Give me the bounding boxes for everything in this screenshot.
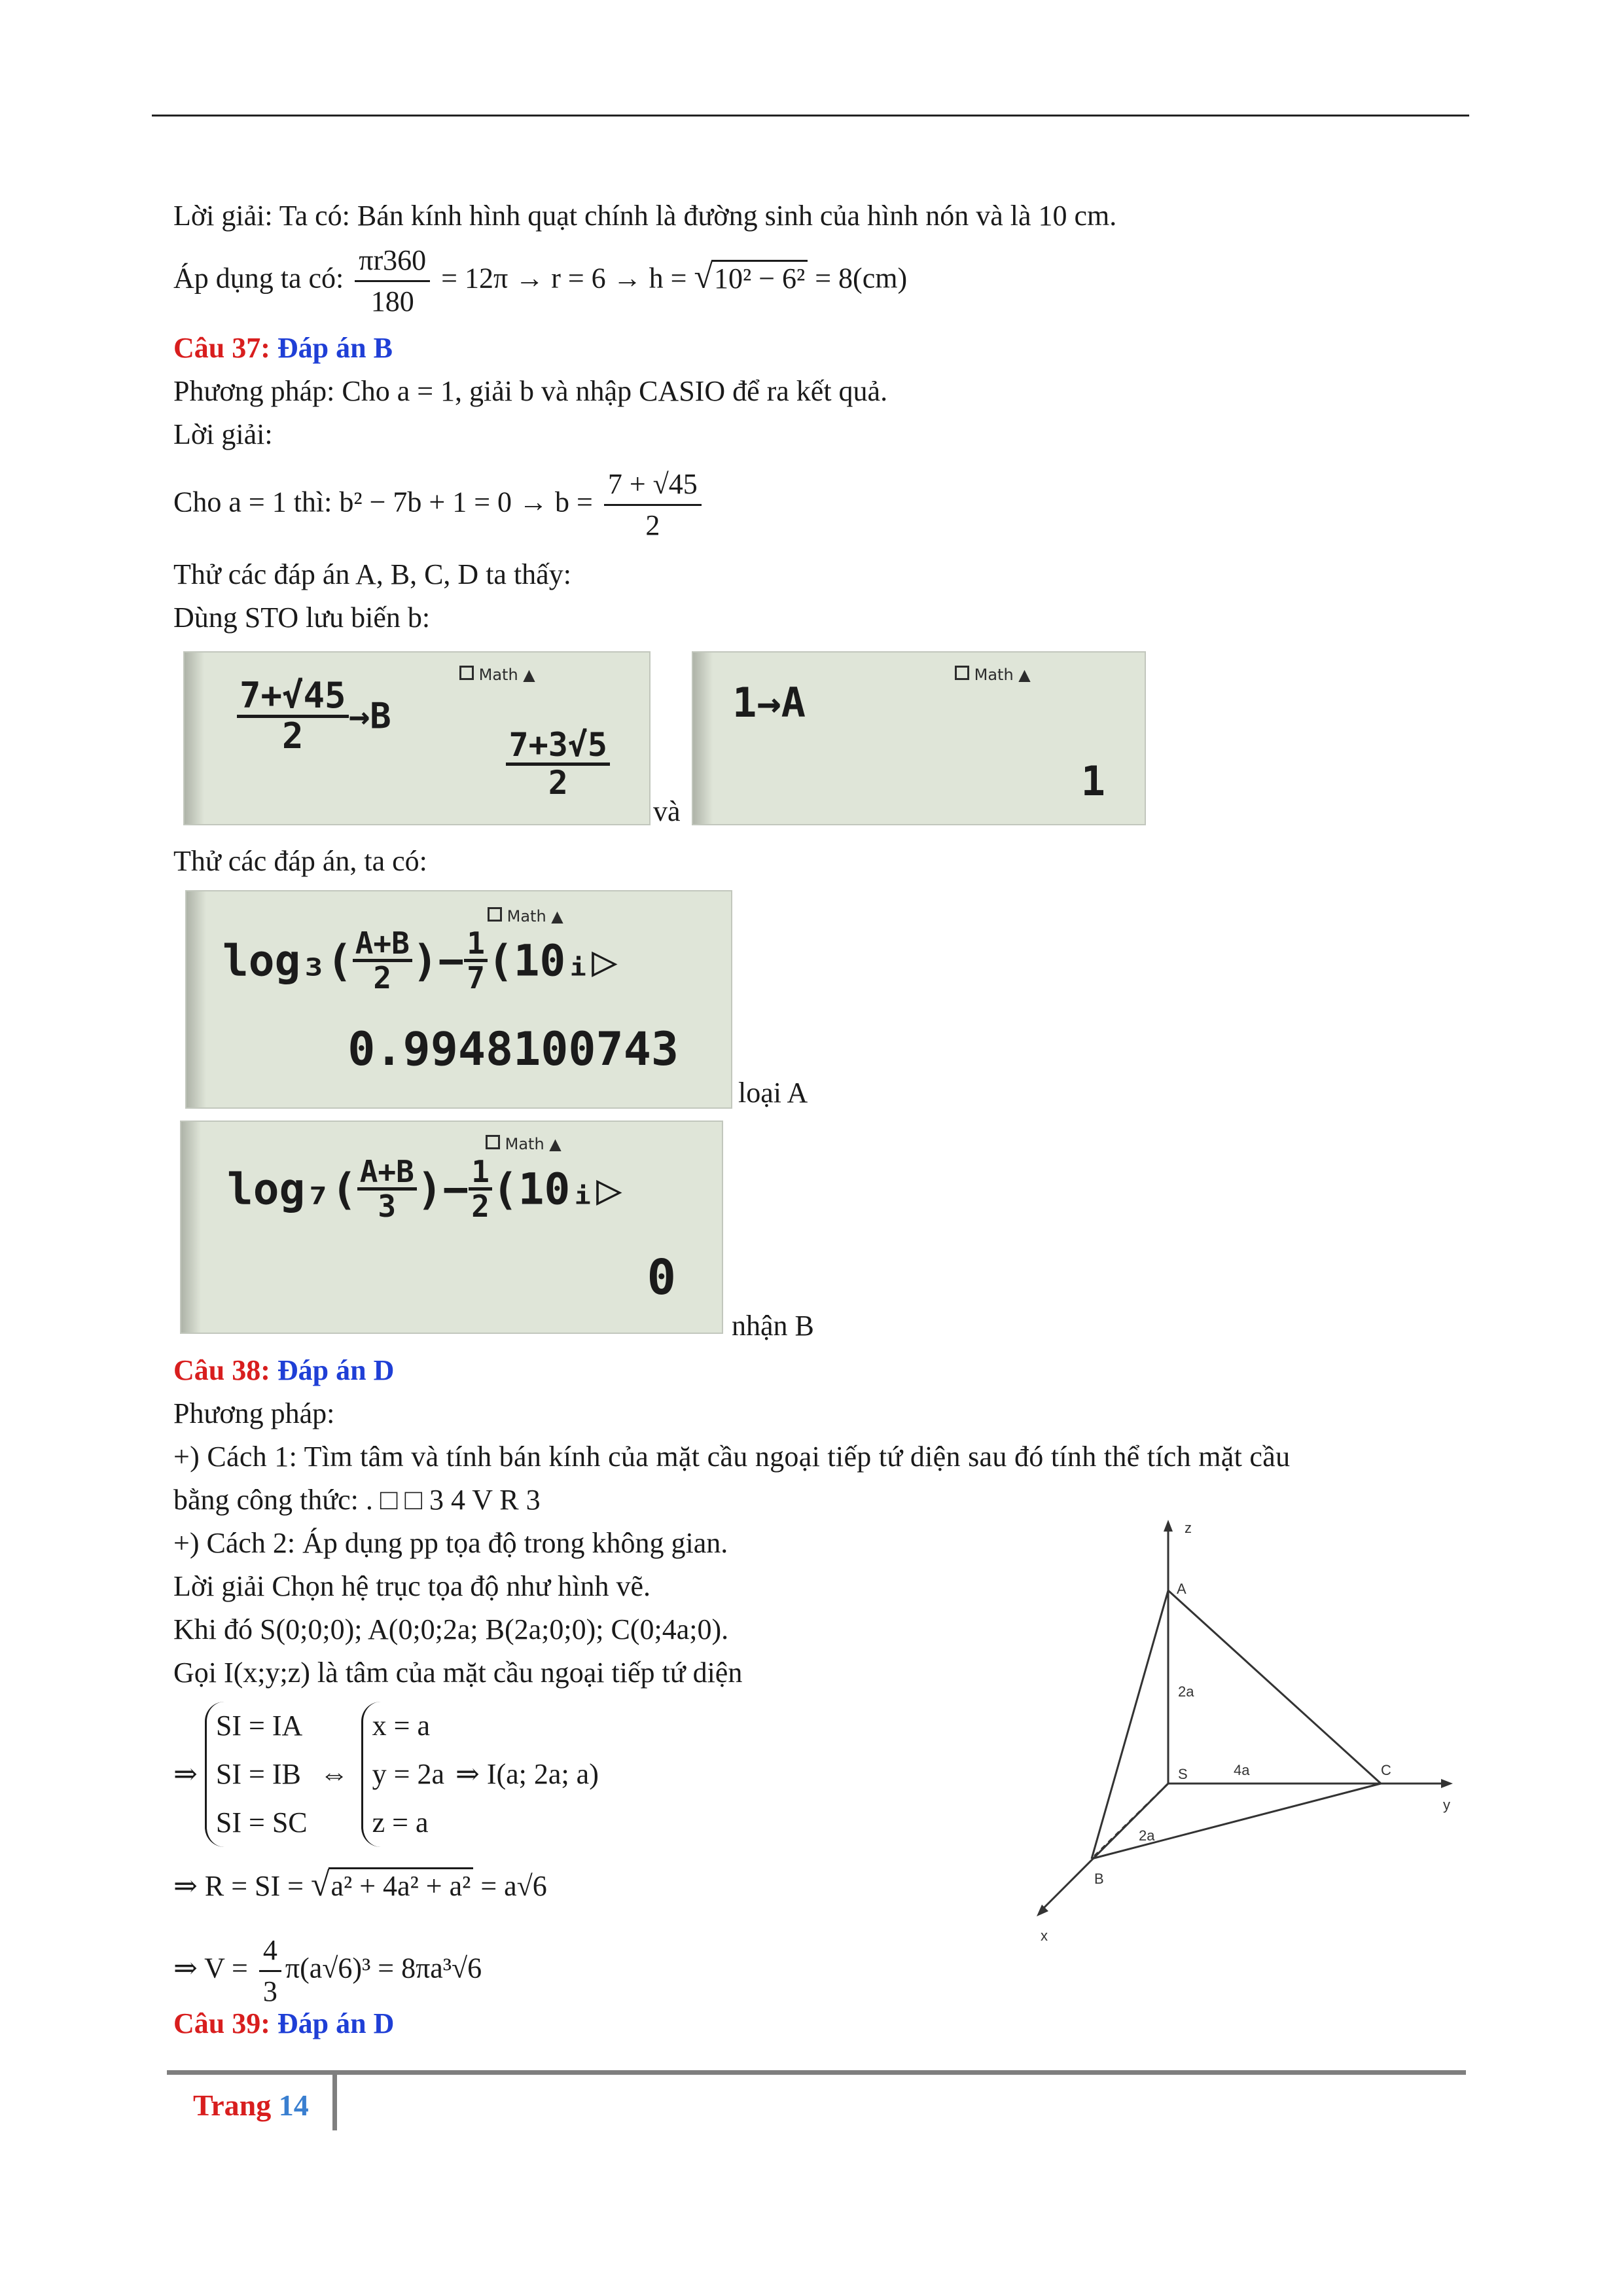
eq-tail-a: = 12π → r = 6 → h =	[441, 262, 687, 295]
q37-equation	[173, 465, 705, 545]
shift-indicator-icon	[955, 666, 969, 680]
math-indicator: Math ▲	[486, 1135, 562, 1153]
q37-solution-label: Lời giải:	[173, 418, 273, 450]
label-s: S	[1178, 1766, 1188, 1782]
screen2-result: 1	[1080, 757, 1105, 805]
label-b: B	[1094, 1871, 1104, 1887]
footer-divider	[332, 2075, 337, 2130]
q38-system	[173, 1702, 599, 1847]
implies-symbol: ⇒	[173, 1758, 198, 1790]
arc-fraction-num: πr360	[355, 241, 430, 282]
q38-axes: Lời giải Chọn hệ trục tọa độ như hình vẽ.	[173, 1570, 651, 1602]
label-x: x	[1041, 1928, 1048, 1944]
edge-bc	[1092, 1784, 1381, 1859]
screen1-result: $\frac{7+3√5}{2}$	[506, 728, 610, 800]
q38-method-2: +) Cách 2: Áp dụng pp tọa độ trong không gian.	[173, 1527, 728, 1559]
calculator-screen-4	[180, 1121, 723, 1334]
q37-cho-a: Cho a = 1 thì:	[173, 486, 332, 518]
label-2a-vertical: 2a	[1178, 1683, 1194, 1700]
page-number: 14	[278, 2089, 309, 2122]
screen4-result: 0	[647, 1249, 676, 1306]
z-arrow-icon	[1164, 1520, 1173, 1532]
sqrt-inner: 10² − 6²	[711, 260, 808, 296]
system-right: x = a y = 2a z = a	[361, 1702, 444, 1847]
label-z: z	[1185, 1520, 1192, 1536]
q38-radius: ⇒ R = SI = √a² + 4a² + a² = a√6	[173, 1866, 547, 1903]
screen1-expression: $\frac{7+√45}{2}$ →B	[237, 677, 391, 755]
tetrahedron-diagram	[1021, 1505, 1479, 1950]
screen2-expression: 1→A	[732, 679, 806, 726]
arc-fraction	[355, 241, 430, 321]
q38-method: Phương pháp:	[173, 1397, 335, 1429]
q37-try-answers: Thử các đáp án, ta có:	[173, 845, 427, 877]
q38-method-1b: bằng công thức: . □ □ 3 4 V R 3	[173, 1484, 541, 1516]
y-arrow-icon	[1441, 1779, 1453, 1788]
sqrt-symbol: √	[310, 1866, 330, 1903]
q37-label: Câu 37:	[173, 332, 277, 364]
shift-indicator-icon	[459, 666, 474, 680]
header-rule	[152, 115, 1469, 117]
shift-indicator-icon	[488, 907, 502, 922]
sqrt-symbol: √	[694, 258, 713, 296]
screen-edge-shade	[181, 1122, 201, 1333]
label-y: y	[1443, 1797, 1450, 1813]
screen-edge-shade	[187, 891, 206, 1107]
calculator-screen-3	[185, 890, 732, 1109]
apply-formula-line	[173, 241, 907, 321]
q37-accept-b: nhận B	[732, 1310, 814, 1342]
system-left: SI = IA SI = IB SI = SC	[205, 1702, 308, 1847]
screen-edge-shade	[185, 653, 204, 824]
question-39-heading	[173, 2004, 394, 2043]
edge-ac	[1168, 1590, 1381, 1784]
math-indicator: Math ▲	[955, 666, 1031, 684]
footer-rule	[167, 2070, 1466, 2075]
label-a: A	[1177, 1581, 1186, 1597]
page-footer	[193, 2088, 309, 2123]
page-label: Trang	[193, 2089, 279, 2122]
screen4-expression: log₇( $\frac{A+B}{3}$ )− $\frac{1}{2}$ (10ᵢ▷	[227, 1154, 622, 1225]
arc-fraction-den: 180	[370, 285, 414, 317]
q38-label: Câu 38:	[173, 1354, 277, 1386]
q37-answer: Đáp án B	[277, 332, 393, 364]
screen1-fraction: $\frac{7+√45}{2}$	[237, 677, 349, 755]
q38-volume: ⇒ V = $\frac{4}{3}$ π(a√6)³ = 8πa³√6	[173, 1931, 482, 2011]
label-2a-diagonal: 2a	[1139, 1827, 1155, 1844]
iff-symbol: ⇔	[319, 1758, 349, 1790]
label-4a: 4a	[1234, 1762, 1250, 1778]
q38-answer: Đáp án D	[277, 1354, 395, 1386]
q37-b-den: 2	[645, 509, 660, 541]
q37-b-fraction	[604, 465, 702, 545]
label-c: C	[1381, 1762, 1391, 1778]
math-indicator: Math ▲	[459, 666, 535, 684]
q39-answer: Đáp án D	[277, 2007, 395, 2039]
question-38-heading	[173, 1351, 394, 1390]
shift-indicator-icon	[486, 1135, 500, 1149]
screen-edge-shade	[693, 653, 713, 824]
q37-sto: Dùng STO lưu biến b:	[173, 601, 431, 634]
center-point: ⇒ I(a; 2a; a)	[455, 1758, 599, 1790]
screen3-result: 0.9948100743	[348, 1022, 679, 1076]
calculator-screen-1	[183, 651, 651, 825]
q37-b-num: 7 + √45	[604, 465, 702, 506]
solution-intro: Lời giải: Ta có: Bán kính hình quạt chính là đường sinh của hình nón và là 10 cm.	[173, 200, 1117, 232]
question-37-heading	[173, 329, 393, 368]
q37-eq-lhs: b² − 7b + 1 = 0 → b =	[339, 486, 593, 518]
volume-fraction: $\frac{4}{3}$	[259, 1931, 281, 2011]
q37-and: và	[653, 795, 681, 827]
q37-reject-a: loại A	[738, 1077, 808, 1109]
q37-try-all: Thử các đáp án A, B, C, D ta thấy:	[173, 558, 571, 590]
screen3-expression: log₃( $\frac{A+B}{2}$ )− $\frac{1}{7}$ (10ᵢ▷	[223, 925, 618, 996]
q38-method-1: +) Cách 1: Tìm tâm và tính bán kính của mặt cầu ngoại tiếp tứ diện sau đó tính thể tích mặt cầu	[173, 1441, 1291, 1473]
eq-tail-b: = 8(cm)	[815, 262, 908, 295]
apply-label: Áp dụng ta có:	[173, 262, 344, 295]
math-indicator: Math ▲	[488, 907, 563, 925]
q38-center: Gọi I(x;y;z) là tâm của mặt cầu ngoại tiếp tứ diện	[173, 1657, 743, 1689]
q39-label: Câu 39:	[173, 2007, 277, 2039]
q37-method: Phương pháp: Cho a = 1, giải b và nhập CASIO để ra kết quả.	[173, 375, 888, 407]
calculator-screen-2	[692, 651, 1146, 825]
edge-ab	[1092, 1590, 1168, 1859]
q38-coordinates: Khi đó S(0;0;0); A(0;0;2a; B(2a;0;0); C(0;4a;0).	[173, 1613, 729, 1645]
